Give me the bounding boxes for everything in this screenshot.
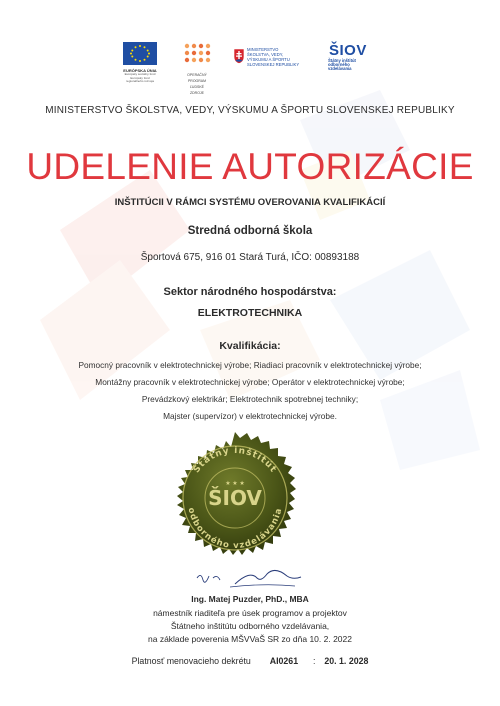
eu-logo xyxy=(120,42,160,84)
validity-label: Platnosť menovacieho dekrétu xyxy=(131,656,251,666)
op-logo-line: OPERAČNÝ xyxy=(187,73,207,77)
validity-separator: : xyxy=(313,656,316,666)
slovak-coat-of-arms-icon xyxy=(233,48,245,64)
document-subtitle: INŠTITÚCII V RÁMCI SYSTÉMU OVEROVANIA KVALIFIKÁCIÍ xyxy=(114,197,386,208)
operational-program-logo xyxy=(182,42,212,95)
qualification-line: Majster (supervízor) v elektrotechnickej výrobe. xyxy=(163,411,337,421)
eu-logo-title: EURÓPSKA ÚNIA xyxy=(123,68,157,73)
op-logo-line: PROGRAM xyxy=(187,79,207,83)
siov-logo-title: ŠIOV xyxy=(329,42,367,59)
ministry-logo-line: VÝSKUMU A ŠPORTU xyxy=(247,57,290,62)
qualification-line: Prevádzkový elektrikár; Elektrotechnik spotrebnej techniky; xyxy=(141,394,359,404)
eu-logo-line: regionálneho rozvoja xyxy=(126,79,154,83)
institution-address: Športová 675, 916 01 Stará Turá, IČO: 00893188 xyxy=(140,252,360,263)
eu-flag-icon xyxy=(123,42,157,65)
siov-logo-line: odborného xyxy=(328,62,350,67)
document-title: UDELENIE AUTORIZÁCIE xyxy=(26,146,474,187)
op-logo-line: ZDROJE xyxy=(190,91,204,95)
sector-label: Sektor národného hospodárstva: xyxy=(163,286,337,298)
eu-logo-line: Európsky fond xyxy=(130,75,150,80)
signatory-name: Ing. Matej Puzder, PhD., MBA xyxy=(191,594,309,604)
qualification-label: Kvalifikácia: xyxy=(219,340,281,352)
qualification-line: Montážny pracovník v elektrotechnickej výrobe; Operátor v elektrotechnickej výrobe; xyxy=(95,377,405,387)
logo-row xyxy=(0,42,500,102)
validity-date: 20. 1. 2028 xyxy=(324,656,369,666)
siov-logo-line: vzdelávania xyxy=(328,66,352,71)
official-seal xyxy=(168,431,302,565)
siov-logo xyxy=(328,42,374,71)
svg-text:★ ★ ★: ★ ★ ★ xyxy=(225,481,245,487)
ministry-heading: MINISTERSTVO ŠKOLSTVA, VEDY, VÝSKUMU A ŠPORTU SLOVENSKEJ REPUBLIKY xyxy=(45,105,455,116)
ministry-logo xyxy=(233,48,308,69)
eu-logo-line: Európsky sociálny fond xyxy=(124,72,156,76)
ministry-logo-line: MINISTERSTVO xyxy=(247,47,279,52)
ministry-logo-line: ŠKOLSTVA, VEDY, xyxy=(247,52,284,57)
signatory-title-line: Štátneho inštitútu odborného vzdelávania, xyxy=(170,621,330,631)
ministry-logo-line: SLOVENSKEJ REPUBLIKY xyxy=(247,62,300,67)
handwritten-signature xyxy=(195,568,305,590)
signatory-title-line: na základe poverenia MŠVVaŠ SR zo dňa 10. 2. 2022 xyxy=(148,634,352,644)
validity-row xyxy=(0,656,500,666)
sector-value: ELEKTROTECHNIKA xyxy=(197,307,303,319)
svg-text:ŠIOV: ŠIOV xyxy=(208,486,262,510)
svg-text:odborného vzdelávania: odborného vzdelávania xyxy=(185,506,285,552)
op-logo-line: ĽUDSKÉ xyxy=(189,85,204,89)
siov-logo-line: Štátny inštitút xyxy=(328,58,356,63)
svg-text:Štátny inštitút: Štátny inštitút xyxy=(191,445,279,476)
validity-code: AI0261 xyxy=(269,656,299,666)
institution-name: Stredná odborná škola xyxy=(187,225,313,237)
qualification-line: Pomocný pracovník v elektrotechnickej výrobe; Riadiaci pracovník v elektrotechnickej výrobe; xyxy=(78,360,422,370)
dots-icon xyxy=(182,42,212,66)
signatory-title-line: námestník riaditeľa pre úsek programov a projektov xyxy=(153,608,347,618)
